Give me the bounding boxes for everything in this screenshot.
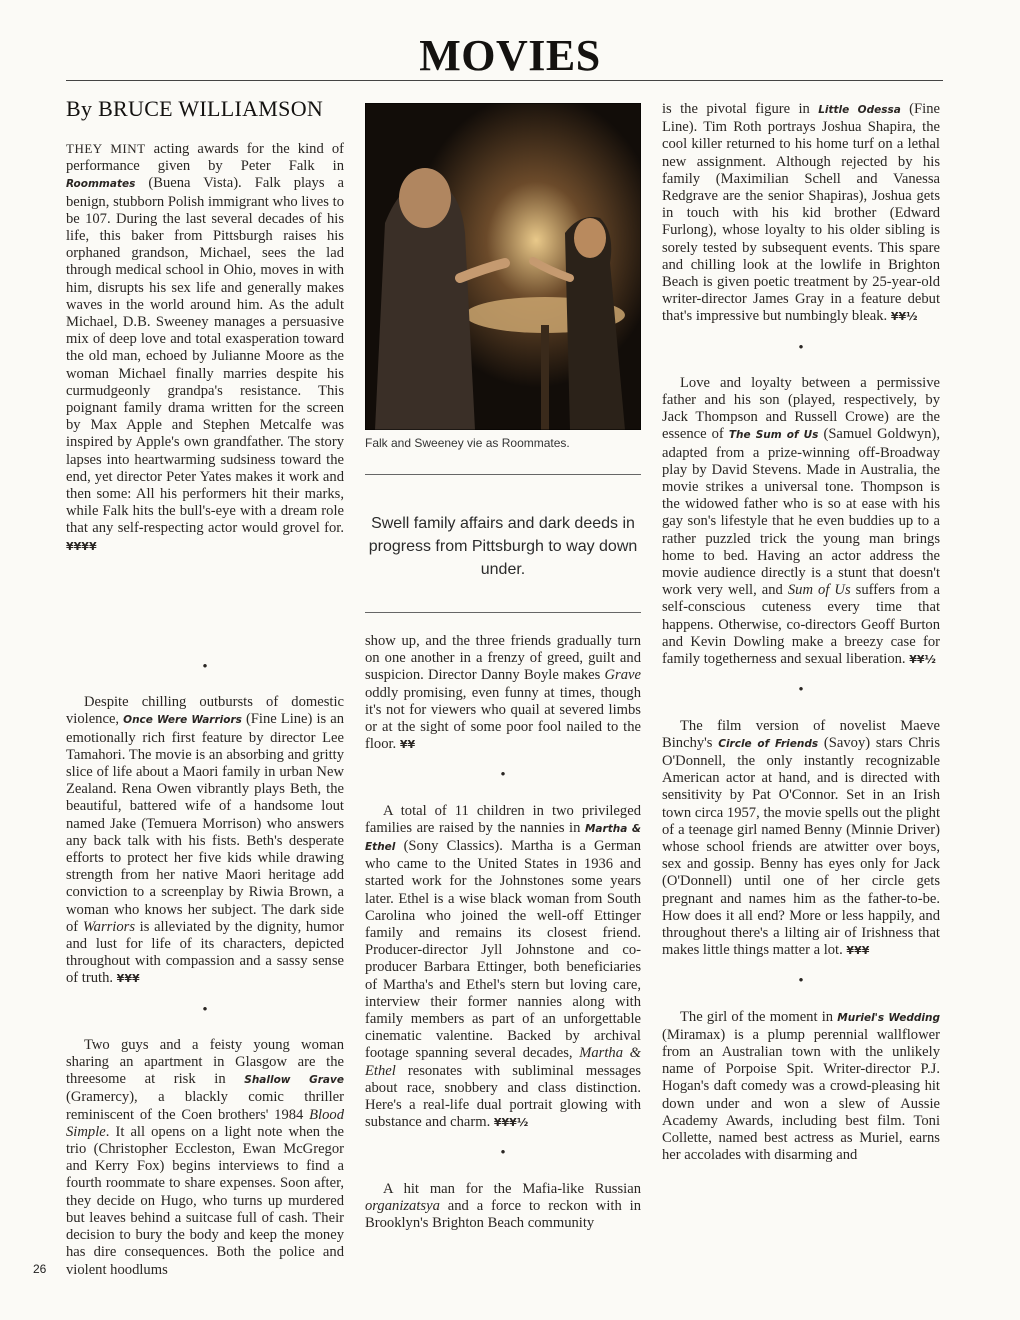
section-title: MOVIES <box>419 31 601 80</box>
film-title-inline: Grave <box>604 667 641 684</box>
film-title: Martha & Ethel <box>365 822 642 854</box>
photo-image <box>365 103 641 430</box>
film-title: Muriel's Wedding <box>837 1011 941 1024</box>
rating: ¥¥½ <box>909 653 936 667</box>
separator-dot: • <box>500 1145 506 1162</box>
film-title-inline: Sum of Us <box>787 582 851 599</box>
column-2 <box>365 633 641 1232</box>
film-title: Roommates <box>66 178 136 191</box>
review-roommates <box>66 140 344 555</box>
film-title: Little Odessa <box>818 104 901 116</box>
text: (Gramercy), a blackly comic thriller reminiscent of the Coen brothers' 1984 <box>66 1089 344 1123</box>
film-title: Circle of Friends <box>718 737 819 750</box>
text: and a force to reckon with in Brooklyn's Brighton Beach community <box>365 1197 641 1232</box>
title-divider <box>66 80 943 81</box>
review-little-odessa-cont <box>662 101 940 326</box>
text: (Fine Line) is an emotionally rich first feature by director Lee Tamahori. The movie is an absorbing and gritty slice of life about a Maori family in urban New Zealand. Rena Owen vibrantly plays Beth, the beautiful, battered wife of a handsome lout named Jake (Temuera Morrison) who answers any back talk with his fists. Beth's desperate efforts to protect her five kids while drawing strength from her native Maori heritage add conviction to a screenplay by Riwia Brown, a woman who knows her subject. The dark side of <box>66 711 344 935</box>
italic-term: organizatsya <box>365 1197 440 1214</box>
rating: ¥¥½ <box>890 310 918 324</box>
text: is alleviated by the dignity, humor and lust for life of its characters, depicted throughout with compassion and a sassy sense of truth. <box>66 918 344 987</box>
text: (Sony Classics). Martha is a German who came to the United States in 1936 and started work for the Johnstones some years later. Ethel is a wise black woman from South Carolina who joined the well-off Ettinger family and remains its closest friend. Producer-director Jyll Johnstone and co-producer Barbara Ettinger, both beneficiaries of Martha's and Ethel's stern but loving care, interview their former nannies along with family members as part of an unforgettable cinematic valentine. Backed by archival footage spanning several decades, <box>365 838 641 1062</box>
film-title-inline: Warriors <box>82 918 136 935</box>
film-title: Once Were Warriors <box>123 714 242 727</box>
review-little-odessa-start <box>365 1181 641 1233</box>
text: The film version of novelist Maeve Binchy's <box>662 717 940 751</box>
rating: ¥¥¥ <box>116 972 140 986</box>
review-muriels-wedding <box>662 1009 940 1165</box>
photo-caption: Falk and Sweeney vie as Roommates. <box>365 436 570 450</box>
review-circle-of-friends <box>662 718 940 960</box>
text: (Miramax) is a plump perennial wallflower from an Australian town with the unlikely name of Porpoise Spit. Writer-director P.J. Hogan's daft comedy was a crowd-pleasing hit down under and won a slew of Aussie Academy Awards, including best film. Toni Collette, named best actress as Muriel, earns her accolades with disarming and <box>662 1026 940 1164</box>
separator-dot: • <box>798 339 804 356</box>
page-number: 26 <box>33 1262 47 1276</box>
text: Love and loyalty between a permissive father and his son (played, respectively, by Jack Thompson and Russell Crowe) are the essence of <box>662 374 940 443</box>
movie-still-photo <box>365 103 641 430</box>
column-3 <box>662 101 940 1164</box>
text: (Fine Line). Tim Roth portrays Joshua Shapira, the cool killer returned to his home turf on a lethal new assignment. Although rejected by his family (Maximilian Schell and Vanessa Redgrave are the senior Shapiras), Joshua gets in touch with his kid brother (Edward Furlong), whose loyalty to his older sibling is sorely tested by subsequent events. This spare and chilling look at the lowlife in Brighton Beach is given poetic treatment by 25-year-old writer-director James Gray in a feature debut that's impressive but numbingly bleak. <box>662 101 940 325</box>
text: acting awards for the kind of performance given by Peter Falk in <box>66 141 344 175</box>
text: A hit man for the Mafia-like Russian <box>383 1180 641 1197</box>
film-title-inline: Blood Simple <box>66 1106 344 1140</box>
separator-dot: • <box>500 767 506 784</box>
review-sum-of-us <box>662 375 940 668</box>
film-title: Shallow Grave <box>244 1074 344 1087</box>
rating: ¥¥¥¥ <box>66 539 97 553</box>
text: (Buena Vista). Falk plays a benign, stubborn Polish immigrant who lives to be 107. During the last several decades of his life, this baker from Pittsburgh raises his orphaned grandson, Michael, sees the lad through medical school in Ohio, moves in with him, disrupts his sex life and generally makes waves in the world around him. As the adult Michael, D.B. Sweeney manages a persuasive mix of deep love and total exasperation toward the old man, echoed by Julianne Moore as the woman Michael finally marries despite his curmudgeonly grandpa's resistance. This poignant family drama written for the screen by Max Apple and Stephen Metcalfe was inspired by Apple's own grandfather. The story lapses into heartwarming sudsiness toward the end, yet director Peter Yates makes it work and then some: All his performers hit their marks, while Falk hits the bull's-eye with a dream role that any self-respecting actor would grovel for. <box>66 175 344 537</box>
rating: ¥¥¥ <box>846 944 870 958</box>
pullquote: Swell family affairs and dark deeds in progress from Pittsburgh to way down under. <box>368 515 638 578</box>
film-title-inline: Martha & Ethel <box>365 1045 641 1079</box>
separator-dot: • <box>202 659 208 675</box>
text: . It all opens on a light note when the trio (Christopher Eccleston, Ewan McGregor and Kerry Fox) begins interviews to find a fourth roommate to share expenses. Soon after, they decide on Hugo, who turns up murdered but leaves behind a suitcase full of cash. Their decision to bury the body and keep the money has dire consequences. Both the police and violent hoodlums <box>66 1123 344 1278</box>
separator-dot: • <box>798 682 804 699</box>
text: oddly promising, even funny at times, though it's not for viewers who quail at severed limbs or at the sight of some poor fool nailed to the floor. <box>365 684 641 753</box>
pullquote-rule-bottom <box>365 612 641 613</box>
text: (Samuel Goldwyn), adapted from a prize-winning off-Broadway play by David Stevens. Made in Australia, the movie strikes a universal tone. Thompson is the widowed father who is so at ease with his gay son's lifestyle that he even buddies up to a rather puzzled trick the young man brings home to bed. Having an actor address the movie audience directly is a stunt that doesn't work very well, and <box>662 426 940 599</box>
text: show up, and the three friends gradually turn on one another in a frenzy of greed, guilt and suspicion. Director Danny Boyle makes <box>365 633 641 684</box>
review-shallow-grave-cont <box>365 633 641 753</box>
text: resonates with subliminal messages about race, snobbery and class distinction. Here's a real-life dual portrait glowing with substance and charm. <box>365 1062 641 1131</box>
separator-dot: • <box>202 1001 208 1018</box>
text: is the pivotal figure in <box>662 101 819 117</box>
review-shallow-grave <box>66 1037 344 1279</box>
column-1-top <box>66 140 344 555</box>
review-martha-and-ethel <box>365 803 641 1132</box>
byline: By BRUCE WILLIAMSON <box>66 96 324 121</box>
text: Two guys and a feisty young woman sharing an apartment in Glasgow are the threesome at risk in <box>66 1036 344 1088</box>
rating: ¥¥ <box>399 738 416 752</box>
text: suffers from a self-conscious cuteness every time that happens. Otherwise, co-directors Geoff Burton and Kevin Dowling make a breezy case for family togetherness and sexual liberation. <box>662 582 940 668</box>
text: (Savoy) stars Chris O'Donnell, the only instantly recognizable American actor at hand, and is directed with sensitivity by Pat O'Connor. Set in an Irish town circa 1957, the movie spells out the plight of a teenage girl named Benny (Minnie Driver) whose school friends are atwitter over boys, sex and gossip. Benny has eyes only for Jack (O'Donnell) until one of her circle gets pregnant and names him as the father-to-be. How does it all end? More or less happily, and throughout there's a lilting air of Irishness that makes little things matter a lot. <box>662 734 940 959</box>
review-once-were-warriors <box>66 694 344 987</box>
text: The girl of the moment in <box>680 1008 838 1025</box>
text: Despite chilling outbursts of domestic violence, <box>66 694 344 728</box>
separator-dot: • <box>798 973 804 990</box>
film-title: The Sum of Us <box>728 429 819 442</box>
pullquote-rule-top <box>365 474 641 475</box>
column-1-bottom <box>66 645 344 1279</box>
lead-in: THEY MINT <box>66 141 146 156</box>
text: A total of 11 children in two privileged families are raised by the nannies in <box>365 802 641 836</box>
rating: ¥¥¥½ <box>493 1116 529 1130</box>
